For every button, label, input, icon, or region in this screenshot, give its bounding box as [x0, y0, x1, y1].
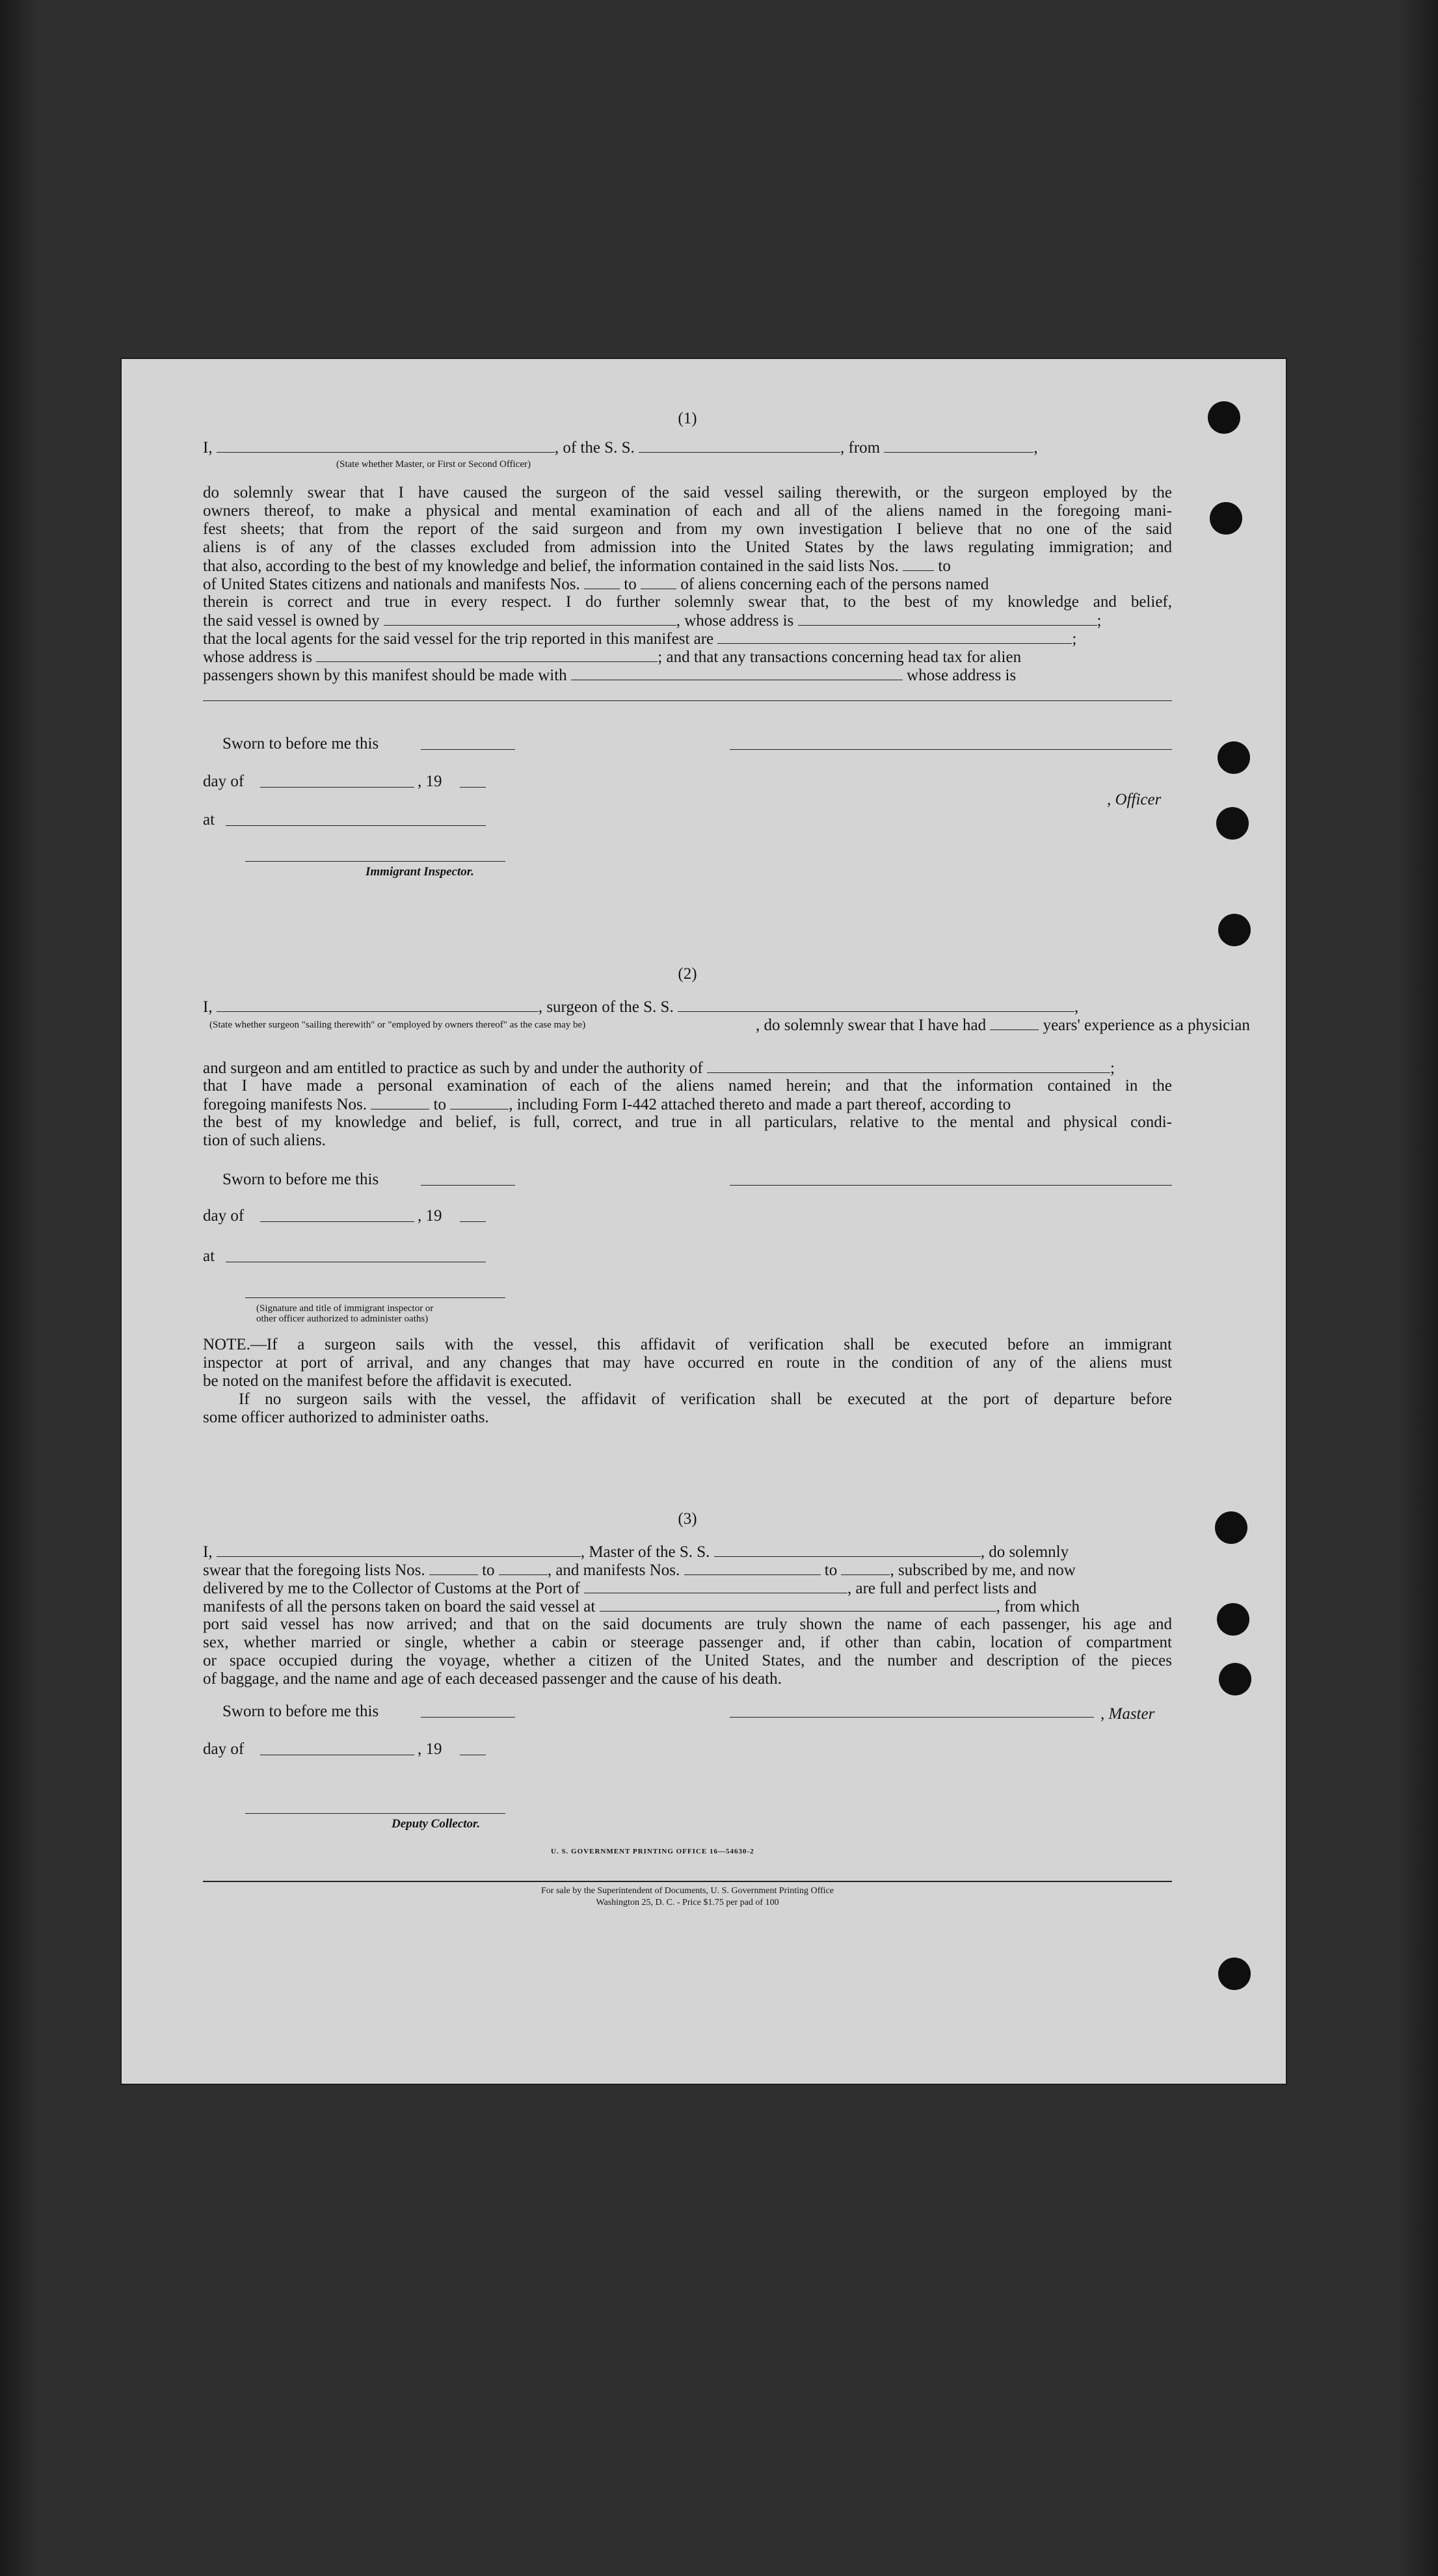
day-of-label: day of: [203, 773, 245, 790]
vessel-name-field[interactable]: [639, 438, 840, 453]
manifest-to-field[interactable]: [641, 575, 676, 589]
head-tax-party-field[interactable]: [571, 666, 903, 680]
master-text-line: delivered by me to the Collector of Customs at the Port of , are full and perfect lists and: [203, 1580, 1037, 1597]
oath-text-line: of United States citizens and nationals and manifests Nos. to of aliens concerning each of the persons named: [203, 576, 989, 593]
oath-text-line: that also, according to the best of my knowledge and belief, the information contained in the said lists Nos. to: [203, 557, 951, 575]
sworn-label: Sworn to before me this: [222, 735, 379, 752]
sworn-label: Sworn to before me this: [222, 1703, 379, 1720]
footer-rule: [203, 1881, 1172, 1882]
at-place-field[interactable]: [226, 825, 486, 826]
master-vessel-field[interactable]: [714, 1543, 981, 1557]
sig-note: other officer authorized to administer oaths): [256, 1314, 429, 1324]
lists-to-field[interactable]: [499, 1561, 548, 1575]
section-1-number: (1): [678, 410, 697, 427]
master-label: , Master: [1100, 1705, 1155, 1723]
manifests-from-field[interactable]: [684, 1561, 821, 1575]
customs-port-field[interactable]: [584, 1579, 847, 1593]
note-text-line: some officer authorized to administer oaths.: [203, 1409, 489, 1426]
owner-field[interactable]: [384, 611, 676, 626]
master-text-line: port said vessel has now arrived; and that on the said documents are truly shown the name of each passenger, his age and: [203, 1615, 1172, 1633]
note-text-line: inspector at port of arrival, and any changes that may have occurred en route in the condition of any of the aliens must: [203, 1354, 1172, 1372]
punch-hole-icon: [1208, 401, 1240, 434]
officer-signature-line[interactable]: [730, 749, 1172, 750]
section-1-line-1: I, , of the S. S. , from ,: [203, 439, 1038, 457]
section-2-number: (2): [678, 965, 697, 983]
punch-hole-icon: [1210, 502, 1242, 535]
surgeon-text-line: tion of such aliens.: [203, 1132, 326, 1149]
master-name-field[interactable]: [217, 1543, 581, 1557]
oath-text-line: passengers shown by this manifest should be made with whose address is: [203, 667, 1017, 684]
oath-text-line: aliens is of any of the classes excluded from admission into the United States by the laws regulating immigration; and: [203, 538, 1172, 556]
surgeon-text-line: foregoing manifests Nos. to , including Form I-442 attached thereto and made a part thereof, according to: [203, 1096, 1011, 1113]
boarding-port-field[interactable]: [600, 1597, 996, 1612]
surgeon-manifest-from-field[interactable]: [371, 1095, 429, 1109]
footer-line: For sale by the Superintendent of Documents, U. S. Government Printing Office: [541, 1886, 834, 1896]
inspector-label: Immigrant Inspector.: [366, 865, 474, 879]
section-2-line-1: I, , surgeon of the S. S. ,: [203, 998, 1079, 1016]
oath-text-line: the said vessel is owned by , whose address is ;: [203, 612, 1102, 630]
oath-text-line: fest sheets; that from the report of the said surgeon and from my own investigation I believe that no one of the said: [203, 520, 1172, 538]
manifest-back-page: [122, 359, 1286, 2084]
deputy-signature-line[interactable]: [245, 1813, 505, 1814]
deputy-label: Deputy Collector.: [392, 1817, 481, 1831]
sworn-label: Sworn to before me this: [222, 1171, 379, 1188]
punch-hole-icon: [1218, 914, 1251, 946]
punch-hole-icon: [1218, 741, 1250, 774]
address-line[interactable]: [203, 700, 1172, 701]
manifests-to-field[interactable]: [841, 1561, 890, 1575]
oath-text-line: owners thereof, to make a physical and mental examination of each and all of the aliens named in the foregoing mani-: [203, 502, 1172, 520]
year-label: , 19: [418, 773, 442, 790]
oath-text-line: whose address is ; and that any transactions concerning head tax for alien: [203, 648, 1022, 666]
list-from-field[interactable]: [903, 557, 934, 571]
section-3-line-1: I, , Master of the S. S. , do solemnly: [203, 1543, 1069, 1561]
punch-hole-icon: [1218, 1958, 1251, 1990]
at-label: at: [203, 811, 215, 829]
role-note: (State whether Master, or First or Second Officer): [336, 459, 531, 470]
footer-line: Washington 25, D. C. - Price $1.75 per pad of 100: [596, 1898, 779, 1907]
master-text-line: of baggage, and the name and age of each deceased passenger and the cause of his death.: [203, 1670, 782, 1688]
surgeon-text-line: the best of my knowledge and belief, is full, correct, and true in all particulars, relative to the mental and physical condi-: [203, 1113, 1172, 1131]
manifest-from-field[interactable]: [584, 575, 620, 589]
agents-address-field[interactable]: [316, 648, 658, 662]
day-of-label: day of: [203, 1207, 245, 1225]
punch-hole-icon: [1217, 1603, 1249, 1636]
day-of-label: day of: [203, 1740, 245, 1758]
surgeon-text-line: that I have made a personal examination of each of the aliens named herein; and that the information contained in the: [203, 1077, 1172, 1095]
at-label: at: [203, 1247, 215, 1265]
owner-address-field[interactable]: [798, 611, 1097, 626]
year-label: , 19: [418, 1207, 442, 1225]
surgeon-note: (State whether surgeon "sailing therewith" or "employed by owners thereof" as the case may be): [209, 1020, 586, 1030]
inspector-signature-line[interactable]: [245, 1297, 505, 1298]
oath-text-line: that the local agents for the said vessel for the trip reported in this manifest are ;: [203, 630, 1077, 648]
swear-experience-text: , do solemnly swear that I have had years' experience as a physician: [756, 1016, 1250, 1034]
note-text-line: If no surgeon sails with the vessel, the affidavit of verification shall be executed at the port of departure before: [239, 1390, 1172, 1408]
surgeon-vessel-field[interactable]: [678, 998, 1074, 1012]
punch-hole-icon: [1215, 1511, 1247, 1544]
sig-note: (Signature and title of immigrant inspector or: [256, 1303, 434, 1314]
year-field[interactable]: [460, 787, 486, 788]
lists-from-field[interactable]: [429, 1561, 478, 1575]
years-experience-field[interactable]: [990, 1016, 1039, 1030]
surgeon-name-field[interactable]: [217, 998, 539, 1012]
note-text-line: be noted on the manifest before the affidavit is executed.: [203, 1372, 572, 1390]
punch-hole-icon: [1219, 1663, 1251, 1695]
inspector-signature-line[interactable]: [245, 861, 505, 862]
surgeon-text-line: and surgeon and am entitled to practice as such by and under the authority of ;: [203, 1059, 1115, 1077]
sworn-day-field[interactable]: [421, 1717, 515, 1718]
master-signature-line[interactable]: [730, 1717, 1094, 1718]
year-field[interactable]: [460, 1221, 486, 1222]
sworn-day-field[interactable]: [421, 749, 515, 750]
punch-hole-icon: [1216, 807, 1249, 840]
note-text-line: NOTE.—If a surgeon sails with the vessel, this affidavit of verification shall be executed before an immigrant: [203, 1336, 1172, 1353]
surgeon-manifest-to-field[interactable]: [450, 1095, 509, 1109]
day-of-field[interactable]: [260, 1221, 414, 1222]
officer-label: , Officer: [1107, 791, 1162, 808]
day-of-field[interactable]: [260, 787, 414, 788]
oath-text-line: therein is correct and true in every respect. I do further solemnly swear that, to the best of my knowledge and belief,: [203, 593, 1172, 611]
sworn-day-field[interactable]: [421, 1185, 515, 1186]
oath-text-line: do solemnly swear that I have caused the surgeon of the said vessel sailing therewith, or the surgeon employed by the: [203, 484, 1172, 501]
authority-field[interactable]: [707, 1059, 1110, 1073]
master-text-line: sex, whether married or single, whether a cabin or steerage passenger and, if other than cabin, location of compartment: [203, 1634, 1172, 1651]
master-text-line: swear that the foregoing lists Nos. to , and manifests Nos. to , subscribed by me, and now: [203, 1561, 1076, 1579]
surgeon-signature-line[interactable]: [730, 1185, 1172, 1186]
year-label: , 19: [418, 1740, 442, 1758]
master-text-line: manifests of all the persons taken on board the said vessel at , from which: [203, 1598, 1080, 1615]
master-text-line: or space occupied during the voyage, whether a citizen of the United States, and the number and description of the pieces: [203, 1652, 1172, 1669]
from-port-field[interactable]: [884, 438, 1033, 453]
section-3-number: (3): [678, 1510, 697, 1528]
printing-office-mark: U. S. GOVERNMENT PRINTING OFFICE 16—54630-2: [551, 1848, 754, 1855]
local-agents-field[interactable]: [717, 630, 1072, 644]
master-name-field[interactable]: [217, 438, 555, 453]
